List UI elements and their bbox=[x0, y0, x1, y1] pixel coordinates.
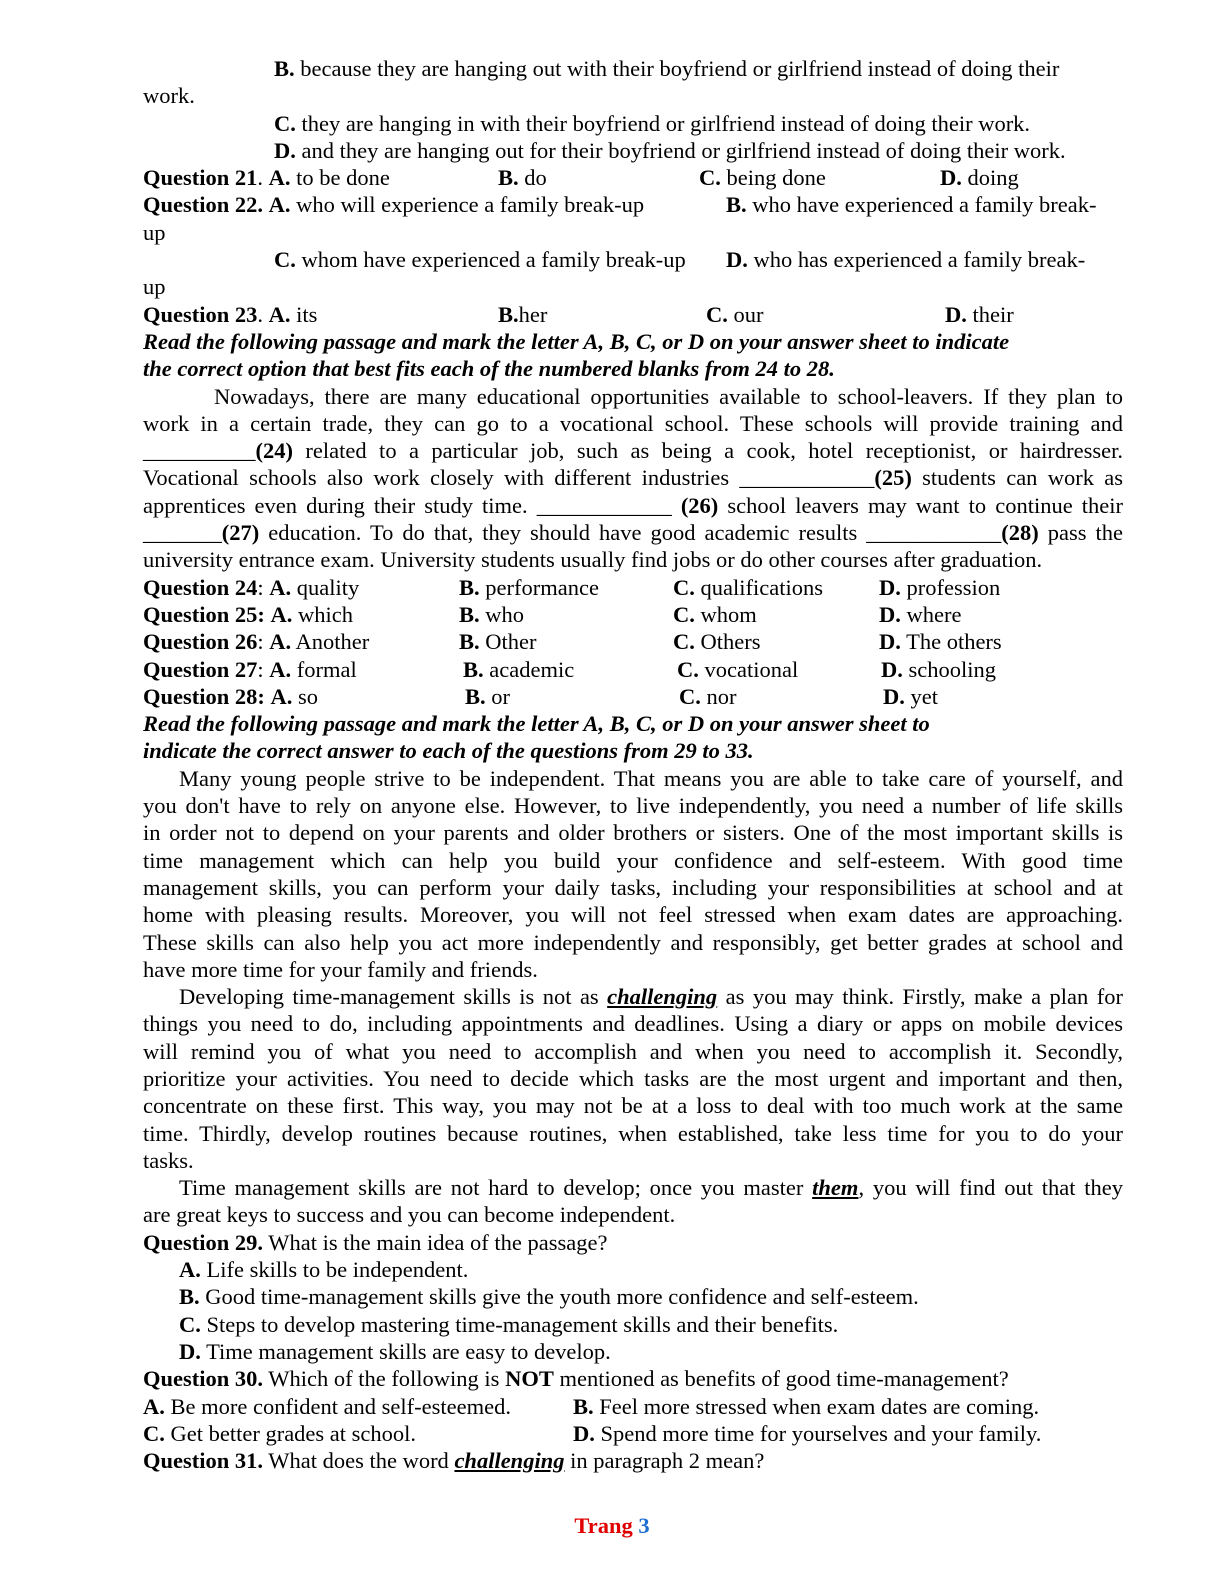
option-text: they are hanging in with their boyfriend or girlfriend instead of doing their work. bbox=[295, 110, 1031, 136]
option-letter: B. bbox=[274, 56, 295, 81]
instruction-line: the correct option that best fits each of the numbered blanks from 24 to 28. bbox=[143, 356, 835, 382]
option-text: up bbox=[143, 219, 166, 245]
option-letter: A. bbox=[179, 1257, 201, 1283]
q26-row bbox=[143, 628, 1123, 655]
blank-number: (28) bbox=[1001, 520, 1039, 546]
option-text: their bbox=[966, 301, 1014, 327]
passage-text: Time management skills are not hard to develop; once you master bbox=[179, 1175, 813, 1201]
q29-option-b bbox=[143, 1283, 1123, 1310]
highlighted-word: challenging bbox=[454, 1448, 565, 1474]
option-text: Life skills to be independent. bbox=[200, 1257, 469, 1283]
question-label: Question 30. bbox=[143, 1366, 264, 1392]
option-text: Others bbox=[694, 629, 761, 655]
option-letter: D. bbox=[179, 1338, 201, 1364]
question-label: Question 23 bbox=[143, 301, 258, 327]
separator: : bbox=[257, 629, 270, 655]
question-label: Question 29. bbox=[143, 1229, 264, 1255]
passage2-line: have more time for your family and friends. bbox=[143, 956, 538, 982]
option-letter: A. bbox=[268, 301, 291, 327]
option-letter: B. bbox=[573, 1393, 594, 1419]
q22-row bbox=[143, 191, 1123, 218]
blank-number: (26) bbox=[680, 492, 719, 518]
question-text: Which of the following is bbox=[263, 1366, 506, 1392]
q20-option-d bbox=[143, 137, 1123, 164]
blank-number: (24) bbox=[255, 438, 293, 464]
q30-options-row-2 bbox=[143, 1420, 1123, 1447]
page-footer bbox=[0, 1513, 1224, 1539]
option-letter: C. bbox=[699, 165, 721, 191]
passage-text: school leavers may want to continue their bbox=[718, 492, 1123, 518]
option-letter: B. bbox=[459, 601, 480, 627]
option-letter: D. bbox=[274, 137, 296, 163]
separator: : bbox=[257, 574, 270, 600]
q29-option-a bbox=[143, 1256, 1123, 1283]
question-label: Question 21 bbox=[143, 165, 258, 191]
option-letter: D. bbox=[940, 165, 962, 191]
passage2-line: tasks. bbox=[143, 1147, 194, 1173]
option-text: Another bbox=[291, 629, 370, 655]
q30-options-row-1 bbox=[143, 1393, 1123, 1420]
passage2-line: management skills, you can perform your daily tasks, including your responsibilities at school and at bbox=[143, 874, 1123, 900]
passage1-line: Nowadays, there are many educational opportunities available to school-leavers. If they plan to bbox=[214, 383, 1123, 409]
passage-text: related to a particular job, such as being a cook, hotel receptionist, or hairdresser. bbox=[293, 438, 1123, 464]
question-label: Question 26 bbox=[143, 629, 258, 655]
q27-row bbox=[143, 656, 1123, 683]
q22-row-2 bbox=[143, 246, 1123, 273]
question-text: mentioned as benefits of good time-management? bbox=[553, 1366, 1009, 1392]
passage-text: , you will find out that they bbox=[858, 1175, 1123, 1201]
option-letter: D. bbox=[879, 574, 901, 600]
option-letter: A. bbox=[268, 165, 291, 191]
passage1-line bbox=[143, 519, 1123, 546]
passage-text: apprentices even during their study time. ____________ bbox=[143, 492, 681, 518]
q29-stem bbox=[143, 1229, 1123, 1256]
option-letter: C. bbox=[673, 574, 695, 600]
q20-option-c bbox=[143, 110, 1123, 137]
option-letter: A. bbox=[270, 683, 293, 709]
passage2-line: These skills can also help you act more independently and responsibly, get better grades at school and bbox=[143, 929, 1123, 955]
page-number: 3 bbox=[638, 1513, 650, 1538]
option-text: who bbox=[479, 601, 525, 627]
blank-number: (27) bbox=[221, 520, 260, 546]
q23-row bbox=[143, 301, 1123, 328]
option-letter: C. bbox=[143, 1420, 165, 1446]
q29-option-c bbox=[143, 1311, 1123, 1338]
option-text: her bbox=[518, 301, 548, 327]
option-text: to be done bbox=[290, 165, 390, 191]
option-text: Spend more time for yourselves and your family. bbox=[594, 1420, 1042, 1446]
option-text: which bbox=[292, 601, 354, 627]
option-letter: C. bbox=[673, 629, 695, 655]
option-text: up bbox=[143, 274, 166, 300]
option-text: our bbox=[727, 301, 764, 327]
passage1-line bbox=[143, 437, 1123, 464]
option-letter: B. bbox=[459, 574, 480, 600]
question-label: Question 31. bbox=[143, 1448, 264, 1474]
option-letter: D. bbox=[573, 1420, 595, 1446]
option-letter: A. bbox=[269, 629, 292, 655]
passage2-line bbox=[143, 983, 1123, 1010]
passage2-line: Many young people strive to be independent. That means you are able to take care of yourself, and bbox=[179, 765, 1123, 791]
option-text: profession bbox=[900, 574, 1001, 600]
option-text: Other bbox=[479, 629, 537, 655]
page-label: Trang bbox=[574, 1513, 633, 1538]
blank: __________ bbox=[143, 438, 256, 464]
option-text: so bbox=[292, 683, 319, 709]
option-letter: D. bbox=[879, 629, 901, 655]
q31-stem bbox=[143, 1447, 1123, 1474]
option-text: yet bbox=[904, 683, 938, 709]
option-letter: A. bbox=[270, 601, 293, 627]
option-letter: D. bbox=[883, 683, 905, 709]
option-letter: A. bbox=[143, 1393, 165, 1419]
separator: . bbox=[257, 301, 269, 327]
option-letter: D. bbox=[879, 601, 901, 627]
option-text: Be more confident and self-esteemed. bbox=[164, 1393, 511, 1419]
blank: _______ bbox=[143, 520, 222, 546]
question-text: What does the word bbox=[263, 1448, 455, 1474]
option-text: because they are hanging out with their boyfriend or girlfriend instead of doing their bbox=[294, 56, 1060, 81]
q25-row bbox=[143, 601, 1123, 628]
question-label: Question 22. bbox=[143, 192, 264, 218]
passage1-line bbox=[143, 464, 1123, 491]
question-label: Question 28: bbox=[143, 683, 265, 709]
option-letter: D. bbox=[726, 247, 748, 273]
passage-text: pass the bbox=[1038, 520, 1123, 546]
passage2-line: time. Thirdly, develop routines because routines, when established, take less time for you to do your bbox=[143, 1120, 1123, 1146]
passage2-line: are great keys to success and you can become independent. bbox=[143, 1202, 676, 1228]
exam-page bbox=[143, 55, 1123, 1474]
highlighted-word: challenging bbox=[607, 984, 718, 1010]
option-text: whom bbox=[694, 601, 757, 627]
option-letter: D. bbox=[881, 656, 903, 682]
option-letter: B. bbox=[463, 656, 484, 682]
option-text: whom have experienced a family break-up bbox=[295, 247, 686, 273]
q29-option-d bbox=[143, 1338, 1123, 1365]
option-text: who has experienced a family break- bbox=[747, 247, 1086, 273]
q22-wrap-2 bbox=[143, 273, 1123, 300]
passage2-line: in order not to depend on your parents and older brothers or sisters. One of the most important skills is bbox=[143, 820, 1123, 846]
option-text: formal bbox=[291, 656, 357, 682]
option-text: doing bbox=[961, 165, 1019, 191]
option-text: Get better grades at school. bbox=[164, 1420, 417, 1446]
option-text: schooling bbox=[902, 656, 996, 682]
passage2-line: will remind you of what you need to accomplish and when you need to accomplish it. Secondly, bbox=[143, 1038, 1123, 1064]
option-letter: B. bbox=[726, 192, 747, 218]
option-text: do bbox=[518, 165, 547, 191]
passage-text: education. To do that, they should have good academic results ____________ bbox=[259, 520, 1002, 546]
option-text: The others bbox=[900, 629, 1002, 655]
passage1-line: university entrance exam. University students usually find jobs or do other courses after graduation. bbox=[143, 547, 1043, 573]
option-text: or bbox=[485, 683, 511, 709]
option-text: Steps to develop mastering time-management skills and their benefits. bbox=[200, 1311, 839, 1337]
passage2-line: you don't have to rely on anyone else. However, to live independently, you need a number of life skills bbox=[143, 793, 1123, 819]
passage2-line: time management which can help you build your confidence and self-esteem. With good time bbox=[143, 847, 1123, 873]
passage1-line bbox=[143, 492, 1123, 519]
option-letter: B. bbox=[459, 629, 480, 655]
passage2-line: home with pleasing results. Moreover, you will not feel stressed when exam dates are approaching. bbox=[143, 902, 1123, 928]
option-text: vocational bbox=[698, 656, 799, 682]
option-letter: C. bbox=[274, 110, 296, 136]
q22-wrap-1 bbox=[143, 219, 1123, 246]
option-text: its bbox=[290, 301, 318, 327]
option-letter: C. bbox=[679, 683, 701, 709]
question-label: Question 25: bbox=[143, 601, 265, 627]
passage-text: students can work as bbox=[911, 465, 1123, 491]
option-text: where bbox=[900, 601, 962, 627]
question-text: in paragraph 2 mean? bbox=[564, 1448, 765, 1474]
highlighted-word: them bbox=[812, 1175, 859, 1201]
question-text: What is the main idea of the passage? bbox=[263, 1229, 608, 1255]
option-text: work. bbox=[143, 83, 195, 109]
passage2-line: concentrate on these first. This way, you may not be at a loss to deal with too much work at the same bbox=[143, 1093, 1123, 1119]
option-letter: B. bbox=[498, 165, 519, 191]
option-letter: A. bbox=[268, 192, 291, 218]
option-letter: B. bbox=[465, 683, 486, 709]
option-text: nor bbox=[700, 683, 737, 709]
q28-row bbox=[143, 683, 1123, 710]
instruction-line: Read the following passage and mark the letter A, B, C, or D on your answer sheet to bbox=[143, 711, 930, 737]
passage2-line bbox=[143, 1174, 1123, 1201]
option-letter: C. bbox=[274, 247, 296, 273]
option-letter: B. bbox=[179, 1284, 200, 1310]
instruction-line: Read the following passage and mark the letter A, B, C, or D on your answer sheet to indicate bbox=[143, 328, 1010, 354]
instruction-line: indicate the correct answer to each of the questions from 29 to 33. bbox=[143, 738, 754, 764]
option-text: Time management skills are easy to develop. bbox=[200, 1338, 611, 1364]
option-text: quality bbox=[291, 574, 360, 600]
option-text: qualifications bbox=[694, 574, 823, 600]
option-letter: B. bbox=[498, 301, 519, 327]
separator: : bbox=[257, 656, 270, 682]
option-letter: A. bbox=[269, 656, 292, 682]
option-letter: A. bbox=[269, 574, 292, 600]
passage-text: Developing time-management skills is not as bbox=[179, 984, 608, 1010]
emphasis-word: NOT bbox=[505, 1366, 554, 1392]
passage2-line: prioritize your activities. You need to decide which tasks are the most urgent and important and then, bbox=[143, 1065, 1123, 1091]
option-text: who have experienced a family break- bbox=[746, 192, 1097, 218]
option-text: performance bbox=[479, 574, 599, 600]
q21-row bbox=[143, 164, 1123, 191]
option-text: and they are hanging out for their boyfriend or girlfriend instead of doing their work. bbox=[295, 137, 1066, 163]
option-letter: C. bbox=[179, 1311, 201, 1337]
q30-stem bbox=[143, 1365, 1123, 1392]
option-letter: D. bbox=[945, 301, 967, 327]
passage2-line: things you need to do, including appointments and deadlines. Using a diary or apps on mobile devices bbox=[143, 1011, 1123, 1037]
q20-option-b bbox=[143, 55, 1123, 82]
option-text: being done bbox=[720, 165, 826, 191]
q20-option-b-wrap bbox=[143, 82, 1123, 109]
question-label: Question 27 bbox=[143, 656, 258, 682]
option-text: Feel more stressed when exam dates are coming. bbox=[593, 1393, 1040, 1419]
separator: . bbox=[257, 165, 269, 191]
option-letter: C. bbox=[677, 656, 699, 682]
passage-text: Vocational schools also work closely with different industries ____________ bbox=[143, 465, 875, 491]
blank-number: (25) bbox=[874, 465, 912, 491]
passage-text: as you may think. Firstly, make a plan for bbox=[717, 984, 1123, 1010]
option-text: Good time-management skills give the youth more confidence and self-esteem. bbox=[199, 1284, 919, 1310]
option-text: academic bbox=[483, 656, 575, 682]
option-text: who will experience a family break-up bbox=[290, 192, 645, 218]
option-letter: C. bbox=[673, 601, 695, 627]
passage1-line: work in a certain trade, they can go to a vocational school. These schools will provide training and bbox=[143, 410, 1123, 436]
option-letter: C. bbox=[706, 301, 728, 327]
question-label: Question 24 bbox=[143, 574, 258, 600]
q24-row bbox=[143, 574, 1123, 601]
